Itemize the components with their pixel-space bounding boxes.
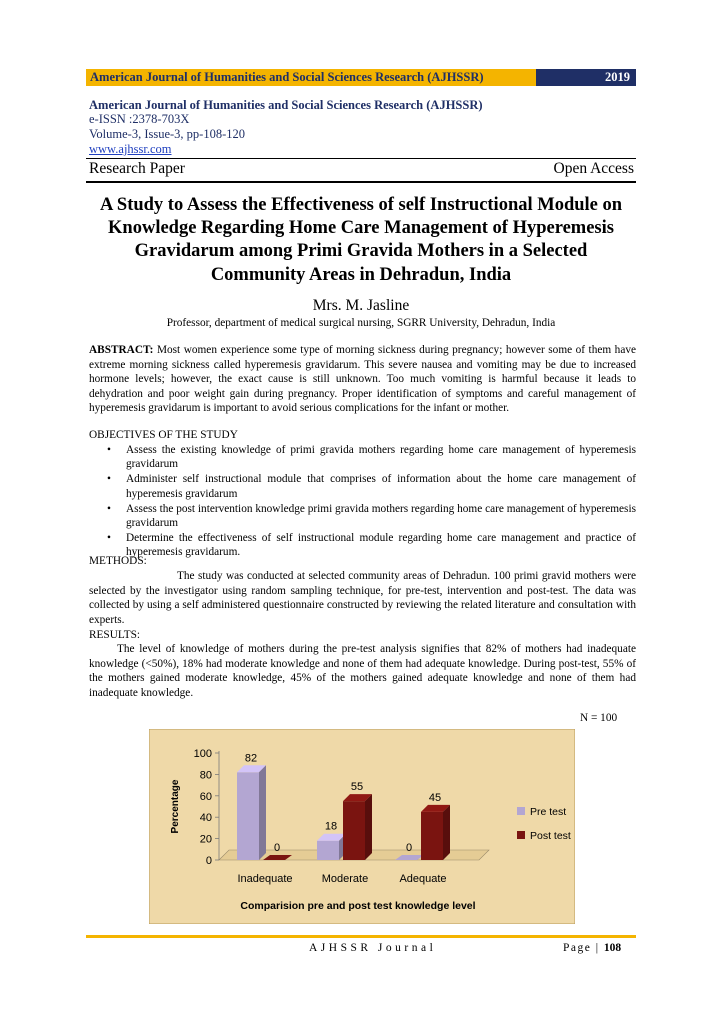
data-label: 45 xyxy=(428,791,442,804)
bar-side xyxy=(365,794,372,860)
journal-issn: e-ISSN :2378-703X xyxy=(89,112,190,126)
data-label: 0 xyxy=(405,842,413,854)
abstract-label: ABSTRACT: xyxy=(89,344,154,356)
author-affiliation: Professor, department of medical surgical nursing, SGRR University, Dehradun, India xyxy=(166,317,556,329)
y-tick-label: 0 xyxy=(205,855,212,867)
paper-type-row xyxy=(86,160,636,180)
x-tick-label: Adequate xyxy=(399,873,447,885)
list-item: • Assess the post intervention knowledge primi gravida mothers regarding home care management of hyperemesis gravidarum xyxy=(89,502,636,530)
y-tick-label: 60 xyxy=(199,790,212,803)
bar xyxy=(317,841,339,860)
methods-heading: METHODS: xyxy=(89,555,147,567)
divider xyxy=(86,158,636,159)
bar xyxy=(343,801,365,860)
x-tick-label: Moderate xyxy=(321,873,369,885)
journal-name: American Journal of Humanities and Social Sciences Research (AJHSSR) xyxy=(89,98,483,112)
y-axis-label: Percentage xyxy=(170,779,181,834)
bar xyxy=(237,772,259,860)
open-access-label: Open Access xyxy=(553,160,634,177)
header-band-left xyxy=(86,69,536,86)
footer-page-number: 108 xyxy=(603,942,622,954)
list-item: • Determine the effectiveness of self instructional module regarding home care management and practice of hyperemesis gravidarum. xyxy=(89,531,636,559)
article-author: Mrs. M. Jasline xyxy=(312,297,410,314)
legend-swatch xyxy=(517,831,525,839)
divider xyxy=(86,181,636,183)
chart-title: Comparision pre and post test knowledge level xyxy=(240,900,476,912)
bar-side xyxy=(443,805,450,860)
journal-volume: Volume-3, Issue-3, pp-108-120 xyxy=(89,127,245,141)
journal-url-link[interactable]: www.ajhssr.com xyxy=(89,142,172,156)
methods-paragraph: The study was conducted at selected community areas of Dehradun. 100 primi gravid mothers were selected by the investigator using random sampling technique, for pre-test, intervention and post-test. The data was collected by using a self administered questionnaire constructed by reviewing the related literature and consultation with experts. xyxy=(89,570,636,626)
footer-journal: AJHSSR Journal xyxy=(309,942,437,954)
data-label: 18 xyxy=(324,820,338,833)
x-tick-label: Inadequate xyxy=(237,873,293,885)
journal-header-band xyxy=(86,69,636,86)
footer-page xyxy=(563,942,621,954)
data-label: 55 xyxy=(350,781,364,794)
data-label: 82 xyxy=(244,752,258,765)
legend-label: Pre test xyxy=(530,806,567,818)
header-journal-title: American Journal of Humanities and Social Sciences Research (AJHSSR) xyxy=(90,70,484,84)
abstract-paragraph xyxy=(89,343,636,416)
bar xyxy=(421,812,443,860)
article-title: A Study to Assess the Effectiveness of self Instructional Module on Knowledge Regarding Home Care Management of Hyperemesis Gravidarum among Primi Gravida Mothers in a Selected Community Areas in Dehradun, India xyxy=(99,195,623,285)
header-year: 2019 xyxy=(605,70,630,84)
paper-type-label: Research Paper xyxy=(89,160,185,177)
results-heading: RESULTS: xyxy=(89,629,141,641)
chart-svg xyxy=(149,729,575,924)
results-paragraph: The level of knowledge of mothers during the pre-test analysis signifies that 82% of mothers had inadequate knowledge (<50%), 18% had moderate knowledge and none of them had adequate knowledge. During post-test, 55% of the mothers gained moderate knowledge, 45% of the mothers gained adequate knowledge and none of them had inadequate knowledge. xyxy=(89,643,636,699)
objectives-heading: OBJECTIVES OF THE STUDY xyxy=(89,429,238,441)
header-band-right xyxy=(536,69,636,86)
y-tick-label: 100 xyxy=(193,748,212,760)
legend-swatch xyxy=(517,807,525,815)
legend-label: Post test xyxy=(530,830,571,842)
y-tick-label: 80 xyxy=(199,769,212,782)
footer-rule xyxy=(86,935,636,938)
list-item: • Assess the existing knowledge of primi gravida mothers regarding home care management of hyperemesis gravidarum xyxy=(89,443,636,471)
list-item: • Administer self instructional module that comprises of information about the home care management of hyperemesis gravidarum xyxy=(89,472,636,500)
objectives-list xyxy=(89,443,636,561)
bar-side xyxy=(259,765,266,860)
knowledge-chart xyxy=(149,729,575,924)
sample-size-label: N = 100 xyxy=(580,712,618,724)
footer-page-label: Page | xyxy=(563,942,604,954)
abstract-text: Most women experience some type of morning sickness during pregnancy; however some of them have extreme morning sickness called hyperemesis gravidarum. This severe nausea and vomiting may be due to increased hormone levels; however, the exact cause is still unknown. Too much vomiting is harmful because it leads to dehydration and poor weight gain during pregnancy. Proper identification of symptoms and careful management of hyperemesis gravidarum is important to avoid serious complications for the infant or mother. xyxy=(89,344,636,415)
y-tick-label: 40 xyxy=(199,812,212,825)
y-tick-label: 20 xyxy=(199,833,212,846)
data-label: 0 xyxy=(273,842,281,854)
